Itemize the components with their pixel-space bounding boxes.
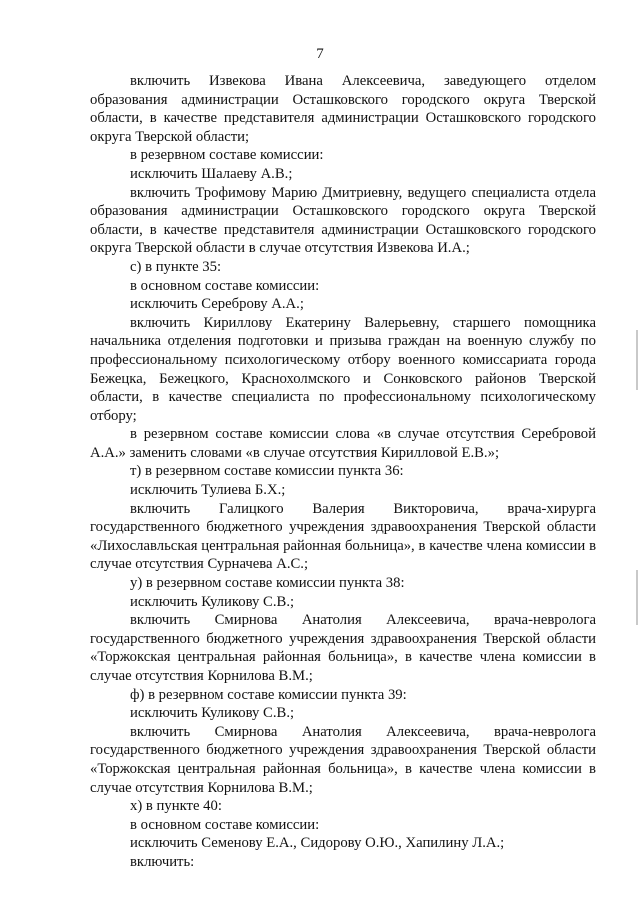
paragraph: включить Смирнова Анатолия Алексеевича, врача-невролога государственного бюджетного учреждения здравоохранения Тверской области «Торжокская центральная районная больница», в качестве члена комиссии в случае отсутствия Корнилова В.М.; <box>90 723 596 796</box>
page-number: 7 <box>316 46 324 62</box>
paragraph: исключить Семенову Е.А., Сидорову О.Ю., Хапилину Л.А.; <box>130 835 505 852</box>
paragraph: ф) в резервном составе комиссии пункта 39: <box>130 686 407 703</box>
paragraph: в резервном составе комиссии слова «в случае отсутствия Серебровой А.А.» заменить словами «в случае отсутствия Кирилловой Е.В.»; <box>90 426 596 461</box>
scan-mark <box>636 570 638 625</box>
paragraph: включить Кириллову Екатерину Валерьевну, старшего помощника начальника отделения подготовки и призыва граждан на военную службу по профессиональному психологическому отбору военного комиссариата города Бежецка, Бежецкого, Краснохолмского и Сонковского районов Тверской области, в качестве специалиста по профессиональному психологическому отбору; <box>90 314 596 424</box>
paragraph: в резервном составе комиссии: <box>130 147 324 164</box>
paragraph: в основном составе комиссии: <box>130 816 320 833</box>
paragraph: с) в пункте 35: <box>130 258 222 275</box>
paragraph: включить Трофимову Марию Дмитриевну, ведущего специалиста отдела образования администрации Осташковского городского округа Тверской области, в качестве представителя администрации Осташковского городского округа Тверской области в случае отсутствия Извекова И.А.; <box>90 184 596 257</box>
paragraph: включить Извекова Ивана Алексеевича, заведующего отделом образования администрации Осташковского городского округа Тверской области, в качестве представителя администрации Осташковского городского округа Тверской области; <box>90 73 596 145</box>
paragraph: в основном составе комиссии: <box>130 277 320 294</box>
paragraph: включить Смирнова Анатолия Алексеевича, врача-невролога государственного бюджетного учреждения здравоохранения Тверской области «Торжокская центральная районная больница», в качестве члена комиссии в случае отсутствия Корнилова В.М.; <box>90 612 596 684</box>
paragraph: х) в пункте 40: <box>130 798 222 815</box>
paragraph: исключить Куликову С.В.; <box>130 593 295 610</box>
paragraph: исключить Тулиева Б.Х.; <box>130 482 286 499</box>
scan-margin-marks <box>634 330 638 630</box>
scan-mark <box>636 330 638 390</box>
paragraph: исключить Сереброву А.А.; <box>130 296 304 313</box>
paragraph: у) в резервном составе комиссии пункта 38: <box>130 575 405 592</box>
paragraph: исключить Куликову С.В.; <box>130 705 295 722</box>
paragraph: включить: <box>130 853 195 870</box>
paragraph: т) в резервном составе комиссии пункта 36: <box>130 463 404 480</box>
paragraph: включить Галицкого Валерия Викторовича, врача-хирурга государственного бюджетного учреждения здравоохранения Тверской области «Лихославльская центральная районная больница», в качестве члена комиссии в случае отсутствия Сурначева А.С.; <box>90 500 596 573</box>
document-body <box>90 72 596 872</box>
paragraph: исключить Шалаеву А.В.; <box>130 165 293 182</box>
